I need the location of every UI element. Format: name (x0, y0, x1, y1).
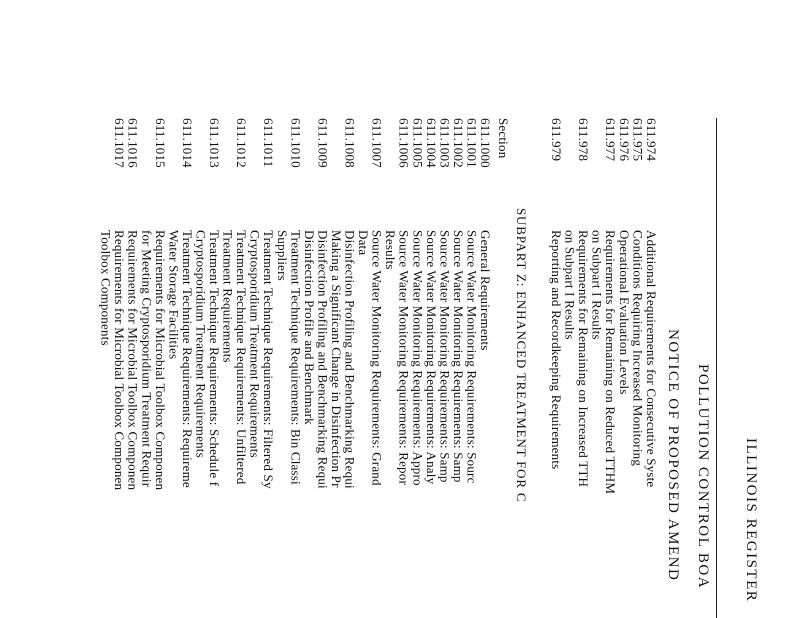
section-title: Water Storage Facilities (166, 230, 182, 360)
section-number: 611.978 (576, 118, 591, 162)
section-number: 611.1016 (125, 118, 141, 168)
section-title: Treatment Technique Requirements: Filtered Sy (261, 230, 277, 489)
section-title: Results (383, 230, 399, 270)
section-number: 611.1006 (396, 118, 412, 168)
section-title: Source Water Monitoring Requirements: Appro (410, 230, 426, 486)
header-rule (716, 118, 717, 618)
section-title: on Subpart I Results (562, 230, 578, 340)
section-number: 611.1009 (315, 118, 331, 168)
section-title: for Meeting Cryptosporidium Treatment Requir (139, 230, 155, 488)
section-number: 611.1001 (464, 118, 480, 168)
section-title: Conditions Requiring Increased Monitoring (630, 230, 646, 467)
section-title: Making a Significant Change in Disinfection Pr (328, 230, 344, 488)
section-number: 611.979 (548, 118, 564, 162)
section-number: 611.976 (616, 118, 632, 162)
section-title: Disinfection Profiling and Benchmarking Requi (315, 230, 331, 489)
register-header: ILLINOIS REGISTER (743, 438, 759, 603)
section-title: Treatment Technique Requirements: Unfiltered (234, 230, 250, 485)
section-number: 611.1008 (342, 118, 358, 168)
section-title: Operational Evaluation Levels (616, 230, 632, 395)
section-number: 611.1012 (234, 118, 250, 168)
section-title: Toolbox Components (98, 230, 114, 346)
section-number: 611.974 (644, 118, 659, 162)
section-title: Requirements for Microbial Toolbox Componen (125, 230, 141, 491)
section-number: 611.1007 (369, 118, 385, 168)
subpart-heading: SUBPART Z: ENHANCED TREATMENT FOR C (514, 208, 529, 503)
notice-header: NOTICE OF PROPOSED AMEND (665, 329, 681, 582)
section-title: Reporting and Recordkeeping Requirements (548, 230, 564, 470)
section-number: 611.1011 (261, 118, 277, 168)
section-title: Source Water Monitoring Requirements: Grand (369, 230, 385, 486)
section-title: Treatment Requirements (220, 230, 236, 363)
section-number: 611.1003 (437, 118, 453, 168)
section-title: on Subpart I Results (589, 230, 605, 340)
section-title: Source Water Monitoring Requirements: Samp (450, 230, 466, 483)
section-title: Requirements for Remaining on Increased TTH (576, 230, 591, 488)
section-title: Requirements for Remaining on Reduced TTHM (603, 230, 619, 495)
section-title: Source Water Monitoring Requirements: Repor (396, 230, 412, 485)
section-number: 611.975 (630, 118, 646, 162)
section-number: 611.1002 (450, 118, 466, 168)
section-title: Treatment Technique Requirements: Bin Classi (288, 230, 304, 485)
section-number: 611.1000 (478, 118, 493, 168)
section-title: Disinfection Profiling and Benchmarking Requi (342, 230, 358, 489)
section-title: Treatment Technique Requirements: Requireme (179, 230, 195, 488)
section-title: Source Water Monitoring Requirements: Analy (423, 230, 439, 485)
section-number: 611.1014 (179, 118, 195, 168)
section-title: Cryptosporidium Treatment Requirements (247, 230, 263, 458)
section-number: 611.1010 (288, 118, 304, 168)
section-title: Source Water Monitoring Requirements: Samp (437, 230, 453, 483)
section-number: 611.1015 (152, 118, 168, 168)
section-number: 611.1013 (207, 118, 222, 168)
section-title: Data (356, 230, 372, 256)
section-title: Disinfection Profile and Benchmark (301, 230, 317, 425)
section-number: 611.1005 (410, 118, 426, 168)
section-number: 611.977 (603, 118, 619, 162)
section-title: General Requirements (478, 230, 493, 351)
section-title: Requirements for Microbial Toolbox Componen (152, 230, 168, 491)
section-title: Additional Requirements for Consecutive Syste (644, 230, 659, 488)
section-title: Treatment Technique Requirements: Schedule f (207, 230, 222, 487)
section-column-label: Section (496, 118, 511, 159)
section-number: 611.1004 (423, 118, 439, 168)
section-title: Requirements for Microbial Toolbox Componen (112, 230, 128, 491)
section-title: Cryptosporidium Treatment Requirements (193, 230, 209, 458)
section-title: Source Water Monitoring Requirements: Sourc (464, 230, 480, 484)
board-header: POLLUTION CONTROL BOA (695, 364, 711, 590)
section-number: 611.1017 (112, 118, 128, 168)
section-title: Suppliers (274, 230, 290, 281)
